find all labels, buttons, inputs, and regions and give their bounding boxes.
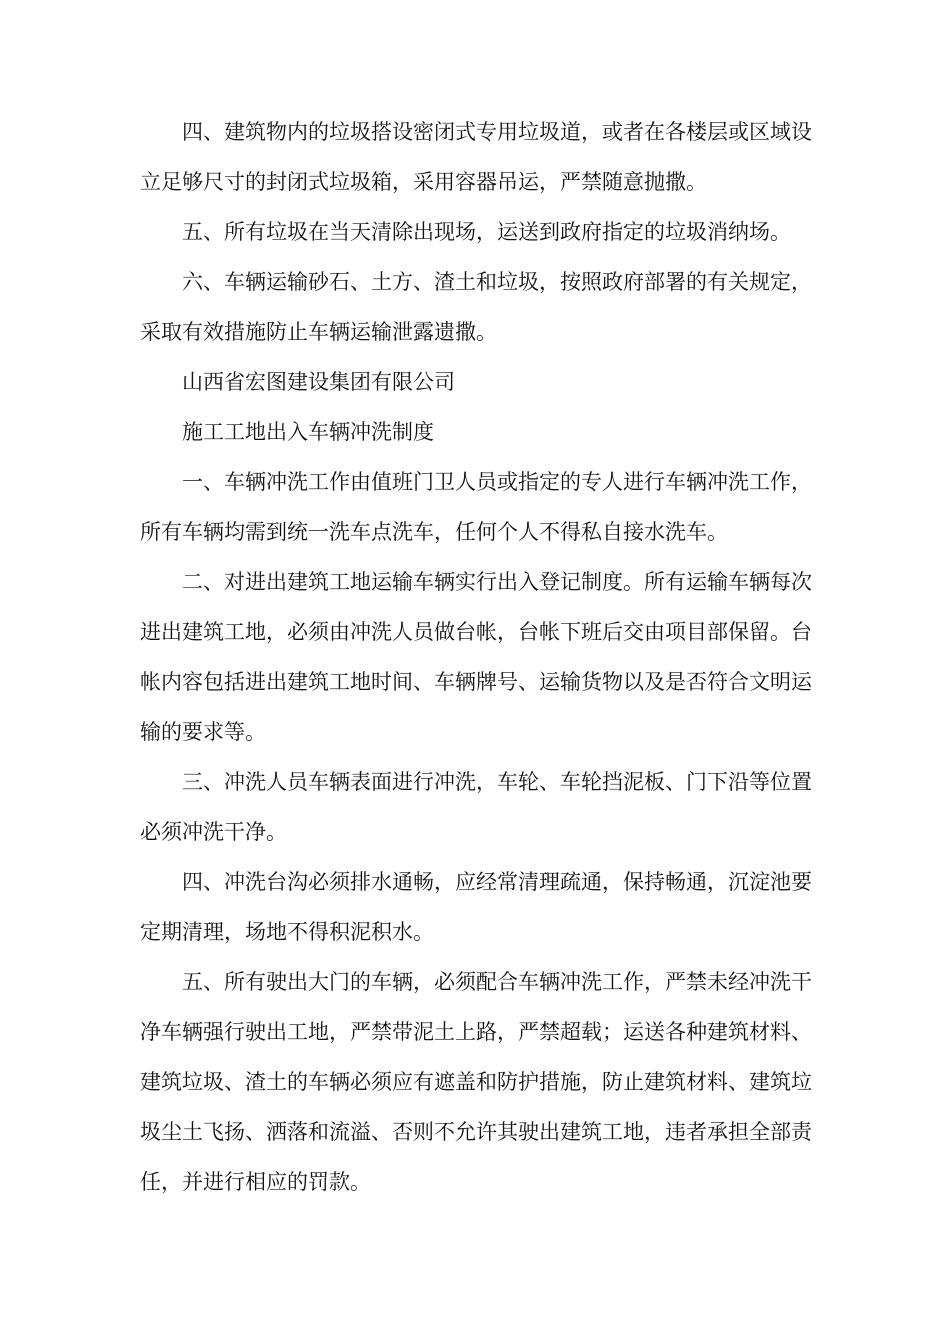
paragraph-garbage-chute: 四、建筑物内的垃圾搭设密闭式专用垃圾道，或者在各楼层或区域设立足够尺寸的封闭式垃圾箱，采用容器吊运，严禁随意抛撒。 [140, 120, 812, 194]
paragraph-washing-scope: 三、冲洗人员车辆表面进行冲洗，车轮、车轮挡泥板、门下沿等位置必须冲洗干净。 [140, 770, 812, 844]
paragraph-garbage-removal: 五、所有垃圾在当天清除出现场，运送到政府指定的垃圾消纳场。 [182, 220, 791, 244]
paragraph-washing-staff: 一、车辆冲洗工作由值班门卫人员或指定的专人进行车辆冲洗工作，所有车辆均需到统一洗车点洗车，任何个人不得私自接水洗车。 [140, 470, 812, 544]
section-title: 施工工地出入车辆冲洗制度 [182, 420, 434, 444]
paragraph-registration: 二、对进出建筑工地运输车辆实行出入登记制度。所有运输车辆每次进出建筑工地，必须由冲洗人员做台帐，台帐下班后交由项目部保留。台帐内容包括进出建筑工地时间、车辆牌号、运输货物以及是否符合文明运输的要求等。 [140, 570, 812, 744]
document-page [140, 107, 812, 1207]
paragraph-exit-rules: 五、所有驶出大门的车辆，必须配合车辆冲洗工作，严禁未经冲洗干净车辆强行驶出工地，严禁带泥土上路，严禁超载；运送各种建筑材料、建筑垃圾、渣土的车辆必须应有遮盖和防护措施，防止建筑材料、建筑垃圾尘土飞扬、洒落和流溢、否则不允许其驶出建筑工地，违者承担全部责任，并进行相应的罚款。 [140, 970, 812, 1194]
company-name: 山西省宏图建设集团有限公司 [182, 370, 455, 394]
paragraph-vehicle-transport: 六、车辆运输砂石、土方、渣土和垃圾，按照政府部署的有关规定，采取有效措施防止车辆运输泄露遗撒。 [140, 270, 812, 344]
paragraph-drainage: 四、冲洗台沟必须排水通畅，应经常清理疏通，保持畅通，沉淀池要定期清理，场地不得积泥积水。 [140, 870, 812, 944]
